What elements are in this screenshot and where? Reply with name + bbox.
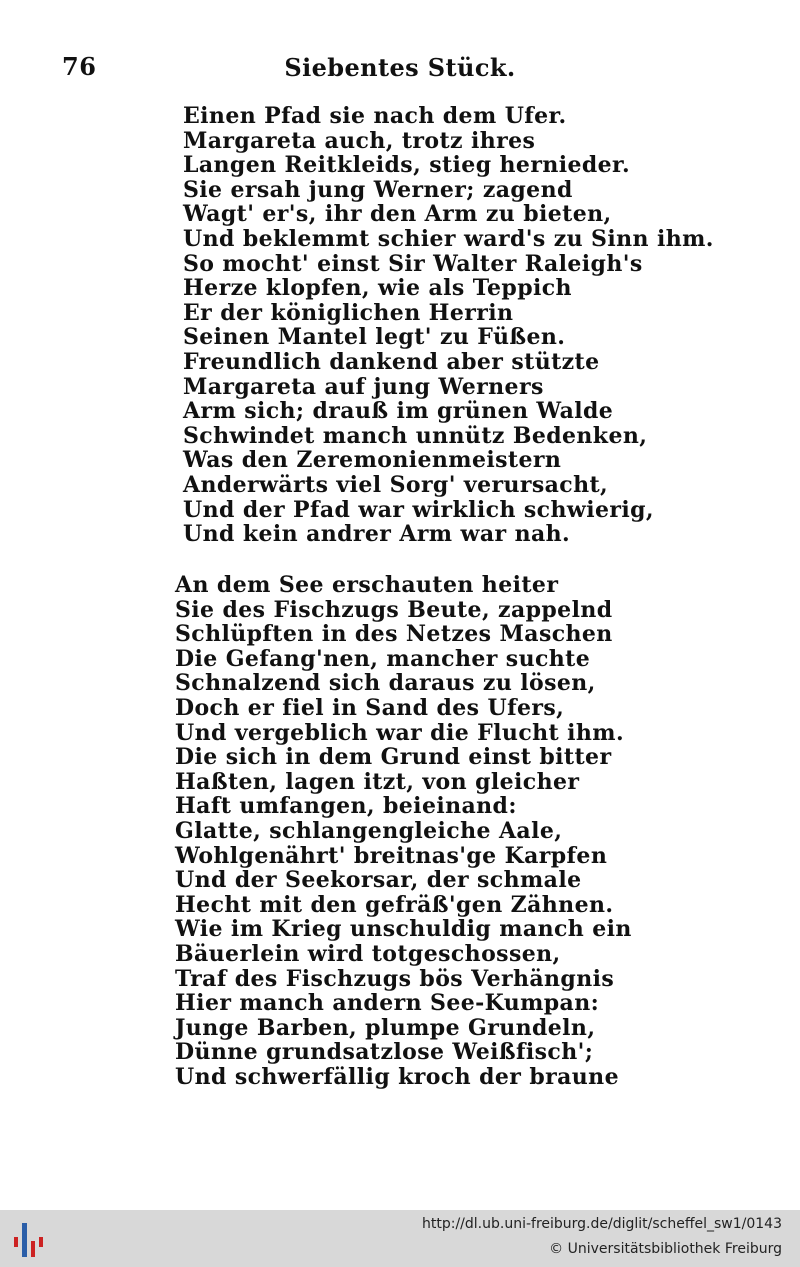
- verse-line: Wagt' er's, ihr den Arm zu bieten,: [183, 201, 612, 228]
- verse-line: Bäuerlein wird totgeschossen,: [175, 940, 561, 967]
- verse-line: Und kein andrer Arm war nah.: [183, 521, 571, 548]
- verse-line: Traf des Fischzugs bös Verhängnis: [175, 965, 615, 992]
- verse-line: Was den Zeremonienmeistern: [183, 447, 562, 474]
- verse-line: Wie im Krieg unschuldig manch ein: [175, 916, 632, 943]
- verse-line: Die Gefang'nen, mancher suchte: [175, 645, 591, 672]
- verse-line: Margareta auch, trotz ihres: [183, 127, 536, 154]
- verse-line: Schnalzend sich daraus zu lösen,: [175, 670, 596, 697]
- verse-line: Herze klopfen, wie als Teppich: [183, 275, 572, 302]
- verse-line: Freundlich dankend aber stützte: [183, 348, 600, 375]
- verse-line: Arm sich; drauß im grünen Walde: [183, 398, 614, 425]
- verse-line: Seinen Mantel legt' zu Füßen.: [183, 324, 566, 351]
- verse-line: Dünne grundsatzlose Weißfisch';: [175, 1039, 594, 1066]
- verse-line: Glatte, schlangengleiche Aale,: [175, 817, 563, 844]
- verse-line: Und der Seekorsar, der schmale: [175, 867, 582, 894]
- verse-line: An dem See erschauten heiter: [175, 572, 559, 598]
- verse-line: Schwindet manch unnütz Bedenken,: [183, 422, 648, 449]
- verse-line: Und schwerfällig kroch der braune: [175, 1063, 619, 1090]
- footer-bar: [0, 1210, 800, 1267]
- verse-line: Hecht mit den gefräß'gen Zähnen.: [175, 891, 614, 918]
- verse-line: Anderwärts viel Sorg' verursacht,: [183, 471, 609, 498]
- verse-line: Doch er fiel in Sand des Ufers,: [175, 694, 565, 721]
- copyright-notice: © Universitätsbibliothek Freiburg: [549, 1241, 782, 1257]
- verse-line: Einen Pfad sie nach dem Ufer.: [183, 103, 567, 129]
- stanza-1: [183, 104, 714, 547]
- verse-line: Die sich in dem Grund einst bitter: [175, 744, 612, 771]
- verse-line: Haft umfangen, beieinand:: [175, 793, 517, 820]
- verse-line: Und beklemmt schier ward's zu Sinn ihm.: [183, 225, 714, 252]
- running-head: Siebentes Stück.: [284, 53, 516, 82]
- stanza-2: [175, 573, 632, 1089]
- verse-line: Sie ersah jung Werner; zagend: [183, 176, 573, 203]
- verse-line: Und der Pfad war wirklich schwierig,: [183, 496, 654, 523]
- library-logo-icon[interactable]: [12, 1219, 50, 1259]
- verse-line: Und vergeblich war die Flucht ihm.: [175, 719, 625, 746]
- verse-line: So mocht' einst Sir Walter Raleigh's: [183, 250, 643, 277]
- verse-line: Langen Reitkleids, stieg hernieder.: [183, 152, 631, 179]
- verse-line: Schlüpften in des Netzes Maschen: [175, 621, 613, 648]
- verse-line: Wohlgenährt' breitnas'ge Karpfen: [175, 842, 608, 869]
- verse-line: Er der königlichen Herrin: [183, 299, 514, 326]
- source-url-link[interactable]: http://dl.ub.uni-freiburg.de/diglit/scheffel_sw1/0143: [422, 1216, 782, 1232]
- verse-line: Margareta auf jung Werners: [183, 373, 544, 400]
- page-number: 76: [62, 52, 97, 81]
- verse-line: Sie des Fischzugs Beute, zappelnd: [175, 596, 613, 623]
- verse-line: Hier manch andern See-Kumpan:: [175, 990, 600, 1017]
- verse-line: Haßten, lagen itzt, von gleicher: [175, 768, 580, 795]
- verse-line: Junge Barben, plumpe Grundeln,: [175, 1014, 596, 1041]
